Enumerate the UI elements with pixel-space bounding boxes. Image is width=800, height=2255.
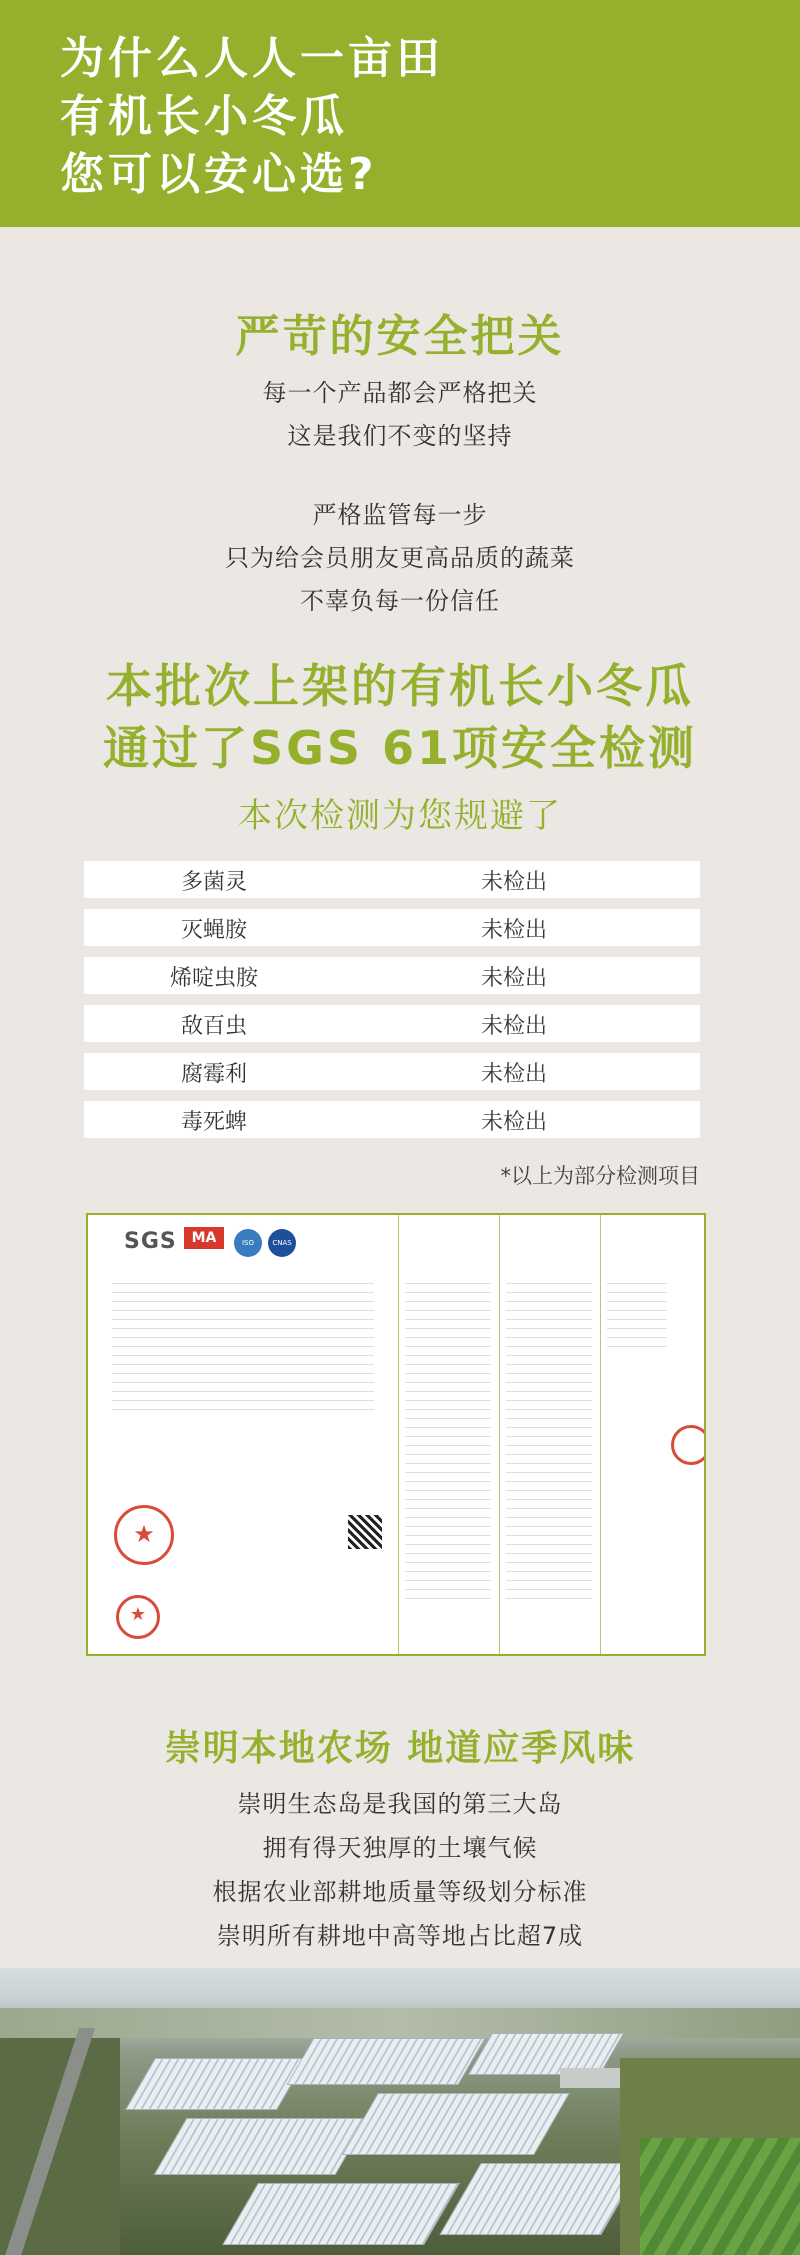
- report-text-block: [112, 1275, 374, 1410]
- table-row: [84, 1101, 700, 1138]
- iso-logo: ISO: [234, 1229, 262, 1257]
- safety-line-1: 每一个产品都会严格把关: [262, 379, 538, 407]
- hero-title-line-3: 您可以安心选?: [60, 149, 378, 200]
- test-result: 未检出: [480, 918, 547, 943]
- red-seal-icon: [671, 1425, 706, 1465]
- test-note: *以上为部分检测项目: [500, 1164, 700, 1188]
- safety-line-4: 只为给会员朋友更高品质的蔬菜: [225, 544, 575, 572]
- sgs-report-image: [86, 1213, 706, 1656]
- red-seal-icon: ★: [114, 1505, 174, 1565]
- pesticide-name: 敌百虫: [180, 1014, 247, 1039]
- pesticide-name: 腐霉利: [180, 1062, 247, 1087]
- safety-line-5: 不辜负每一份信任: [300, 587, 500, 615]
- red-seal-icon: ★: [116, 1595, 160, 1639]
- pesticide-name: 毒死蜱: [180, 1110, 247, 1135]
- table-row: [84, 1005, 700, 1042]
- report-page-3: [500, 1215, 601, 1654]
- ma-logo: MA: [184, 1227, 224, 1249]
- test-subhead: 本次检测为您规避了: [238, 796, 562, 836]
- test-result: 未检出: [480, 1014, 547, 1039]
- test-headline-line-1: 本批次上架的有机长小冬瓜: [106, 659, 694, 713]
- sgs-logo: SGS: [124, 1229, 177, 1254]
- hero-banner: [0, 0, 800, 227]
- pesticide-name: 多菌灵: [180, 870, 247, 895]
- test-result: 未检出: [480, 870, 547, 895]
- farm-line-1: 崇明生态岛是我国的第三大岛: [237, 1790, 563, 1818]
- farm-line-3: 根据农业部耕地质量等级划分标准: [212, 1878, 588, 1906]
- test-headline-line-2: 通过了SGS 61项安全检测: [102, 721, 698, 775]
- table-row: [84, 909, 700, 946]
- farm-aerial-photo: [0, 1968, 800, 2255]
- report-page-4: [601, 1215, 704, 1654]
- test-result: 未检出: [480, 1062, 547, 1087]
- pesticide-name: 灭蝇胺: [180, 918, 247, 943]
- cnas-logo: CNAS: [268, 1229, 296, 1257]
- table-row: [84, 1053, 700, 1090]
- farm-title: 崇明本地农场 地道应季风味: [164, 1728, 636, 1769]
- test-result: 未检出: [480, 966, 547, 991]
- safety-line-3: 严格监管每一步: [312, 501, 488, 529]
- qr-code-icon: [348, 1515, 382, 1549]
- test-result: 未检出: [480, 1110, 547, 1135]
- farm-line-4: 崇明所有耕地中高等地占比超7成: [216, 1922, 584, 1950]
- pesticide-name: 烯啶虫胺: [169, 966, 258, 991]
- safety-title: 严苛的安全把关: [235, 311, 565, 362]
- hero-title-line-1: 为什么人人一亩田: [60, 33, 444, 84]
- table-row: [84, 957, 700, 994]
- hero-title-line-2: 有机长小冬瓜: [60, 91, 348, 142]
- table-row: [84, 861, 700, 898]
- farm-line-2: 拥有得天独厚的土壤气候: [262, 1834, 538, 1862]
- report-page-1: [88, 1215, 399, 1654]
- report-page-2: [399, 1215, 500, 1654]
- test-results-table: [84, 861, 700, 1149]
- safety-line-2: 这是我们不变的坚持: [287, 422, 513, 450]
